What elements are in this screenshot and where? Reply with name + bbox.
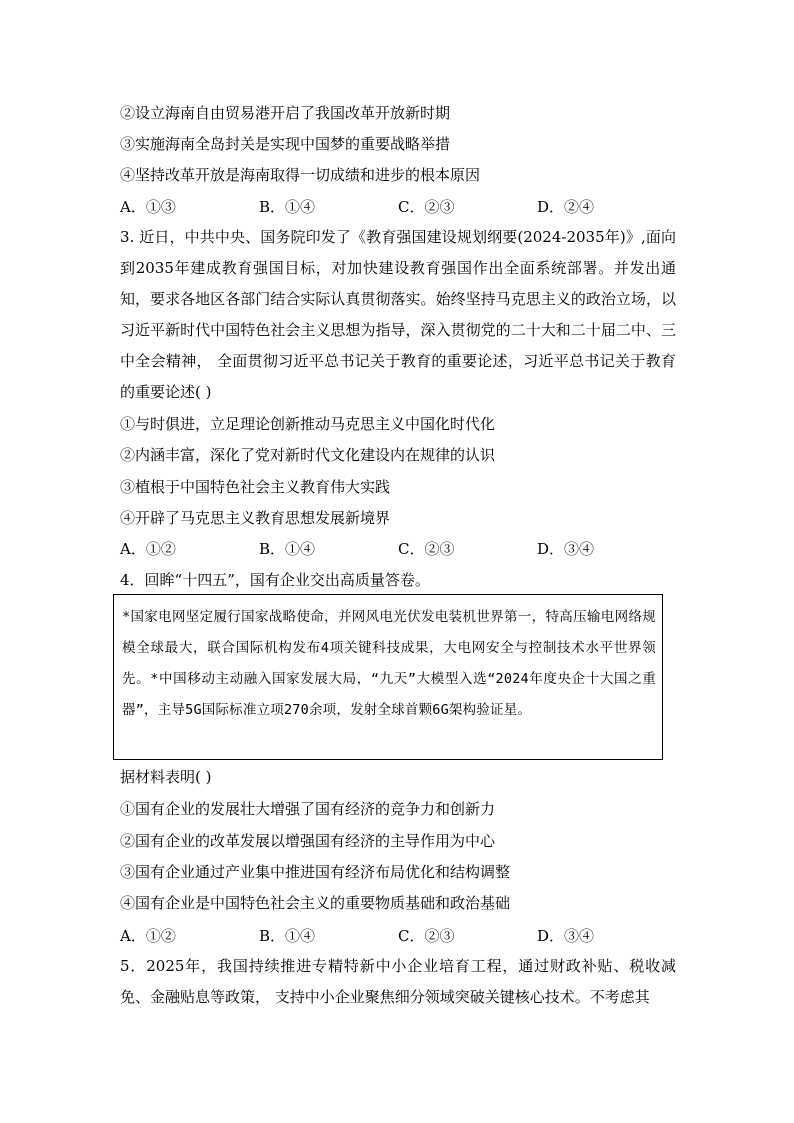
q4-statement-2: ②国有企业的改革发展以增强国有经济的主导作用为中心 [120,832,496,850]
q4-options [120,926,680,946]
q3-option-c: C．②③ [398,540,455,558]
q2-statement-2: ②设立海南自由贸易港开启了我国改革开放新时期 [120,104,451,122]
q4-option-d: D．③④ [537,927,595,945]
q2-option-b: B．①④ [259,198,316,216]
q4-stem: 4．回眸“十四五”，国有企业交出高质量答卷。 [120,571,430,589]
q4-option-c: C．②③ [398,927,455,945]
q4-statement-4: ④国有企业是中国特色社会主义的重要物质基础和政治基础 [120,894,511,912]
q2-option-d: D．②④ [537,198,595,216]
q4-prompt: 据材料表明( ) [120,768,212,786]
q2-options [120,197,680,217]
q4-material-text: *国家电网坚定履行国家战略使命，并网风电光伏发电装机世界第一，特高压输电网络规模全球最大，联合国际机构发布4项关键科技成果，大电网安全与控制技术水平世界领先。*中国移动主动融入国家发展大局，“九天”大模型入选“2024年度央企十大国之重器”，主导5G国际标准立项270余项，发射全球首颗6G架构验证星。 [122,609,656,718]
q3-option-b: B．①④ [259,540,316,558]
q4-material-box [113,594,663,760]
q2-option-a: A．①③ [120,198,176,216]
q3-option-d: D．③④ [537,540,595,558]
q2-option-c: C．②③ [398,198,455,216]
q3-option-a: A．①② [120,540,176,558]
q4-statement-3: ③国有企业通过产业集中推进国有经济布局优化和结构调整 [120,863,511,881]
q2-statement-4: ④坚持改革开放是海南取得一切成绩和进步的根本原因 [120,166,481,184]
q4-option-b: B．①④ [259,927,316,945]
q3-statement-3: ③植根于中国特色社会主义教育伟大实践 [120,478,391,496]
q3-statement-2: ②内涵丰富，深化了党对新时代文化建设内在规律的认识 [120,446,496,464]
q3-statement-1: ①与时俱进，立足理论创新推动马克思主义中国化时代化 [120,415,496,433]
q4-option-a: A．①② [120,927,176,945]
q3-statement-4: ④开辟了马克思主义教育思想发展新境界 [120,509,391,527]
q4-statement-1: ①国有企业的发展壮大增强了国有经济的竞争力和创新力 [120,800,496,818]
q5-stem: 5．2025年，我国持续推进专精特新中小企业培育工程，通过财政补贴、税收减免、金融贴息等政策， 支持中小企业聚焦细分领域突破关键核心技术。不考虑其 [120,957,676,1006]
q3-stem: 3. 近日，中共中央、国务院印发了《教育强国建设规划纲要(2024-2035年)》,面向到2035年建成教育强国目标，对加快建设教育强国作出全面系统部署。并发出通知，要求各地区各部门结合实际认真贯彻落实。始终坚持马克思主义的政治立场，以习近平新时代中国特色社会主义思想为指导，深入贯彻党的二十大和二十届二中、三中全会精神， 全面贯彻习近平总书记关于教育的重要论述，习近平总书记关于教育的重要论述( ) [120,228,676,401]
q2-statement-3: ③实施海南全岛封关是实现中国梦的重要战略举措 [120,135,451,153]
q3-options [120,539,680,559]
